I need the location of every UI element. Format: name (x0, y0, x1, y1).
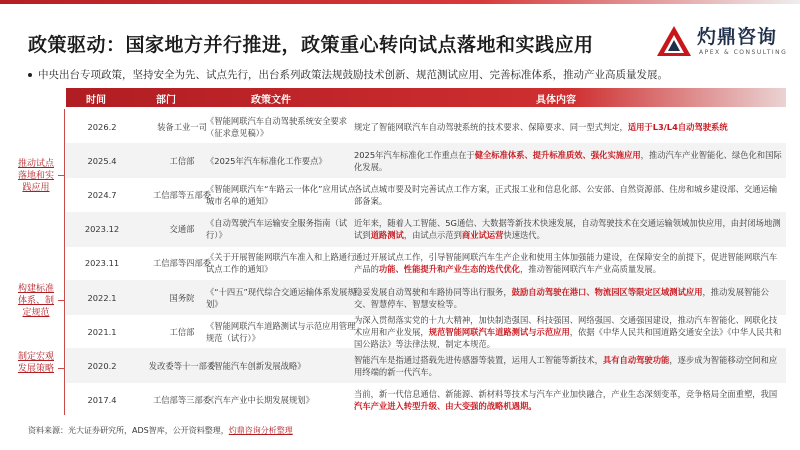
header-dept: 部门 (156, 95, 176, 106)
row-content (354, 212, 784, 247)
row-content (354, 109, 784, 144)
table-row (66, 109, 786, 144)
row-doc: 《智能网联汽车道路测试与示范应用管理规范（试行）》 (206, 320, 356, 343)
row-dept: 工信部 (169, 326, 195, 337)
row-doc: 《智能汽车创新发展战略》 (206, 360, 306, 371)
row-content (354, 246, 784, 281)
row-time: 2025.4 (87, 155, 117, 166)
table-row (66, 246, 786, 281)
row-content (354, 143, 784, 178)
row-doc: 《智能网联汽车自动驾驶系统安全要求（征求意见稿）》 (206, 115, 348, 138)
table-row (66, 143, 786, 178)
row-dept: 工信部等三部委 (152, 395, 212, 406)
source-emphasis: 灼鼎咨询分析整理 (228, 426, 293, 435)
table-row (66, 383, 786, 418)
content-text: 快速迭代。 (503, 230, 545, 241)
row-doc: 《自动驾驶汽车运输安全服务指南（试行）》 (206, 218, 348, 241)
content-highlight: 适用于L3/L4自动驾驶系统 (627, 121, 728, 132)
row-dept: 工信部等五部委 (152, 189, 212, 200)
row-dept: 装备工业一司 (157, 121, 207, 132)
content-text: ，逐步成为智能移动空间和应用终端的新一代汽车。 (354, 354, 778, 377)
row-dept: 交通部 (169, 224, 195, 235)
table-header (66, 88, 786, 107)
row-time: 2021.1 (87, 326, 117, 337)
content-text: ，由试点示范到 (403, 230, 462, 241)
row-doc: 《智能网联汽车“车路云一体化”应用试点城市名单的通知》 (206, 183, 356, 206)
top-accent-bar (0, 0, 800, 4)
category-label-pilot: 推动试点落地和实践应用 (17, 159, 54, 193)
content-text: ，推动汽车产业智能化、绿色化和国际化发展。 (354, 149, 782, 172)
source-prefix: 资料来源：光大证券研究所，ADS智库，公开资料整理， (28, 426, 229, 435)
row-time: 2023.12 (84, 224, 120, 235)
category-tick (58, 175, 64, 176)
content-text: ，依据《中华人民共和国道路交通安全法》《中华人民共和国公路法》等法律法规，制定本规范。 (354, 326, 782, 349)
row-content (354, 177, 784, 212)
category-tick (58, 300, 64, 301)
row-content (354, 348, 784, 383)
content-highlight: 功能、性能提升和产业生态的迭代优化 (378, 264, 520, 275)
content-text: 通过开展试点工作，引导智能网联汽车生产企业和使用主体加强能力建设，在保障安全的前提下，促进智能网联汽车产品的 (354, 252, 778, 275)
row-dept: 发改委等十一部委 (148, 360, 216, 371)
header-content: 具体内容 (536, 95, 576, 106)
row-dept: 工信部等四部委 (152, 258, 212, 269)
content-text: ，推动智能网联汽车产业高质量发展。 (519, 264, 662, 275)
row-time: 2024.7 (87, 189, 117, 200)
category-tick (58, 368, 64, 369)
header-time: 时间 (86, 95, 106, 106)
category-label-standards: 构建标准体系、制定规范 (17, 284, 54, 318)
summary-bullet (28, 67, 668, 82)
table-row (66, 177, 786, 212)
category-label-strategy: 制定宏观发展策略 (17, 352, 54, 374)
logo-subtitle: APEX & CONSULTING (699, 49, 788, 56)
content-text: 为深入贯彻落实党的十九大精神，加快制造强国、科技强国、网络强国、交通强国建设，推动汽车智能化、网联化技术应用和产业发展， (354, 314, 778, 337)
content-text: 当前，新一代信息通信、新能源、新材料等技术与汽车产业加快融合，产业生态深刻变革，竞争格局全面重塑，我国 (354, 389, 778, 400)
content-text: 规定了智能网联汽车自动驾驶系统的技术要求、保障要求、同一型式判定， (354, 121, 628, 132)
content-highlight: 鼓励自动驾驶在港口、物流园区等限定区域测试应用 (511, 286, 703, 297)
table-row (66, 280, 786, 315)
row-doc: 《“十四五”现代综合交通运输体系发展规划》 (206, 286, 356, 309)
content-text: 稳妥发展自动驾驶和车路协同等出行服务， (354, 286, 512, 297)
content-text: 智能汽车是指通过搭载先进传感器等装置，运用人工智能等新技术， (354, 354, 603, 365)
row-doc: 《2025年汽车标准化工作要点》 (206, 155, 327, 166)
table-row (66, 314, 786, 349)
timeline-line (64, 109, 65, 415)
table-row (66, 212, 786, 247)
row-dept: 国务院 (169, 292, 195, 303)
row-time: 2022.1 (87, 292, 117, 303)
page-title: 政策驱动：国家地方并行推进，政策重心转向试点落地和实践应用 (28, 34, 594, 56)
row-time: 2023.11 (84, 258, 120, 269)
row-doc: 《汽车产业中长期发展规划》 (206, 395, 314, 406)
content-highlight: 道路测试 (370, 230, 404, 241)
content-text: 2025年汽车标准化工作重点在于 (354, 149, 475, 160)
summary-text: 中央出台专项政策，坚持安全为先、试点先行，出台系列政策法规鼓励技术创新、规范测试应用、完善标准体系，推动产业高质量发展。 (38, 69, 668, 81)
content-text: 近年来，随着人工智能、5G通信、大数据等新技术快速发展，自动驾驶技术在交通运输领域加快应用，由封闭场地测试到 (354, 218, 781, 241)
row-dept: 工信部 (169, 155, 195, 166)
content-highlight: 健全标准体系、提升标准质效、强化实施应用 (474, 149, 641, 160)
header-doc: 政策文件 (251, 95, 291, 106)
logo (657, 22, 787, 62)
row-time: 2017.4 (87, 395, 117, 406)
logo-mark-icon (657, 26, 691, 56)
row-time: 2026.2 (87, 121, 117, 132)
content-highlight: 规范智能网联汽车道路测试与示范应用 (428, 326, 570, 337)
row-content (354, 314, 784, 349)
content-highlight: 具有自动驾驶功能 (602, 354, 670, 365)
table-row (66, 348, 786, 383)
logo-name: 灼鼎咨询 (697, 26, 778, 48)
row-doc: 《关于开展智能网联汽车准入和上路通行试点工作的通知》 (206, 252, 356, 275)
content-highlight: 汽车产业进入转型升级、由大变强的战略机遇期。 (354, 401, 537, 412)
content-highlight: 商业试运营 (461, 230, 504, 241)
row-content (354, 383, 784, 418)
source-note (28, 425, 293, 436)
row-content (354, 280, 784, 315)
content-text: ，推动发展智能公交、智慧停车、智慧安检等。 (354, 286, 769, 309)
row-time: 2020.2 (87, 360, 117, 371)
content-text: 各试点城市要及时完善试点工作方案，正式报工业和信息化部、公安部、自然资源部、住房和城乡建设部、交通运输部备案。 (354, 183, 778, 206)
bullet-dot-icon (28, 73, 32, 77)
